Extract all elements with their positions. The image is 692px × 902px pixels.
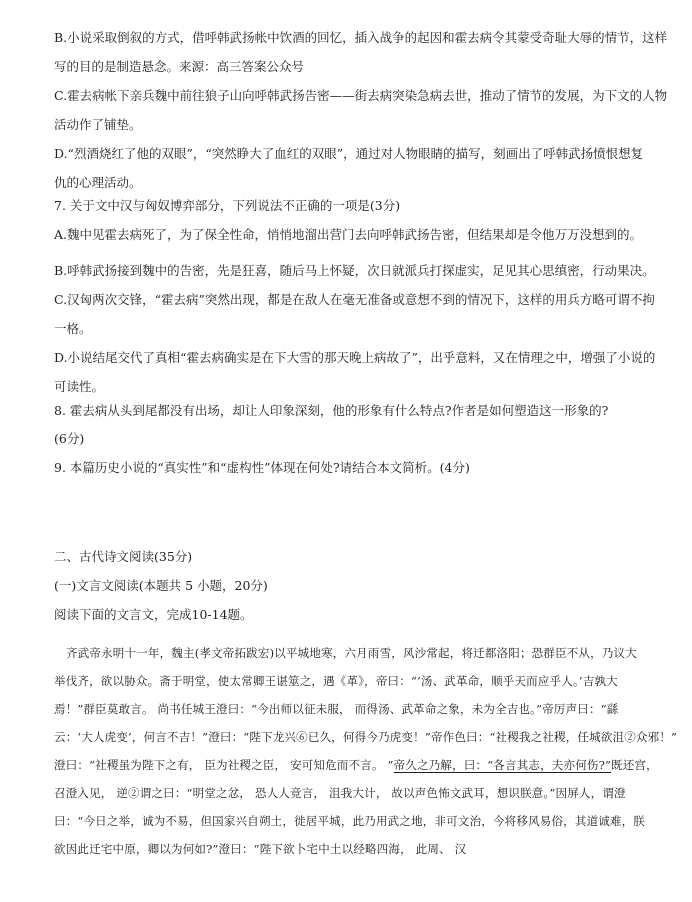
q7-option-c-line2: 一格。 [54,321,92,336]
q6-option-d-line1: D.“烈酒烧红了他的双眼”，“突然睁大了血红的双眼”，通过对人物眼睛的描写，刻画出了呼韩武扬愤恨想复 [54,146,644,161]
q7-option-d-line1: D.小说结尾交代了真相“霍去病确实是在下大雪的那天晚上病故了”，出乎意料，又在情理之中，增强了小说的 [54,350,656,365]
q6-option-c-line1: C.霍去病帐下亲兵魏中前往狼子山向呼韩武扬告密——街去病突染急病去世，推动了情节的发展，为下文的人物 [54,88,668,103]
q7-option-d-line2: 可读性。 [54,379,105,394]
q7-stem: 7. 关于文中汉与匈奴博弈部分，下列说法不正确的一项是(3分) [54,198,401,213]
classical-text-line6: 召澄入见， 逆②谓之曰：“明堂之忿， 恐人人竞言， 沮我大计， 故以声色怖文武耳，想识朕意。”因屏人，谓澄 [54,786,626,800]
q8-stem: 8. 霍去病从头到尾都没有出场，却让人印象深刻，他的形象有什么特点?作者是如何塑造这一形象的? [54,403,609,418]
q6-option-b-line2: 写的目的是制造悬念。来源：高三答案公众号 [54,59,305,74]
section-title: 二、古代诗文阅读(35分) [54,549,193,564]
classical-text-line5-end: 既还宫， [611,758,658,772]
classical-text-line7: 曰：“今日之举，诚为不易，但国家兴自朔土，徙居平城，此乃用武之地，非可文治，今将移风易俗，其道诚难，朕 [54,814,646,828]
classical-text-line4: 云：‘大人虎变’，何言不吉！”澄曰：“陛下龙兴⑥已久，何得今乃虎变！”帝作色曰：“社稷我之社稷，任城欲沮②众邪！” [54,730,678,744]
q8-score: (6分) [54,431,85,446]
q7-option-b: B.呼韩武扬接到魏中的告密，先是狂喜，随后马上怀疑，次日就派兵打探虚实，足见其心思缜密，行动果决。 [54,263,655,278]
classical-text-line8: 欲因此迁宅中原，卿以为何如?”澄曰：“陛下欲卜宅中土以经略四海， 此周、 汉 [54,842,467,856]
classical-text-line2: 举伐齐，欲以胁众。斋于明堂，使太常卿王谌筮之，遇《革》，帝曰：“‘汤、武革命，顺乎天而应乎人。’吉孰大 [54,674,618,688]
section-subtitle: (一)文言文阅读(本题共 5 小题，20分) [54,578,268,593]
q6-option-b-line1: B.小说采取倒叙的方式，借呼韩武扬帐中饮酒的回忆，插入战争的起因和霍去病令其蒙受奇耻大辱的情节，这样 [54,30,668,45]
underlined-sentence: 帝久之乃解，曰：“各言其志，夫亦何伤?” [393,758,612,772]
q6-option-c-line2: 活动作了铺垫。 [54,117,142,132]
q7-option-a: A.魏中见霍去病死了，为了保全性命，悄悄地溜出营门去向呼韩武扬告密，但结果却是令他万万没想到的。 [54,227,643,242]
classical-text-line5 [54,757,662,773]
q9-stem: 9. 本篇历史小说的“真实性”和“虚构性”体现在何处?请结合本文简析。(4分) [54,460,470,475]
classical-text-line1: 齐武帝永明十一年，魏主(孝文帝拓跋宏)以平城地寒，六月雨雪，风沙常起，将迁都洛阳；恐群臣不从，乃议大 [66,646,637,660]
section-instruction: 阅读下面的文言文，完成10-14题。 [54,607,253,622]
q7-option-c-line1: C.汉匈两次交锋，“霍去病”突然出现，都是在敌人在毫无准备或意想不到的情况下，这样的用兵方略可谓不拘 [54,292,655,307]
classical-text-line5-start: 澄曰：“社稷虽为陛下之有， 臣为社稷之臣， 安可知危而不言。 ” [54,758,394,772]
q6-option-d-line2: 仇的心理活动。 [54,175,142,190]
classical-text-line3: 焉！”群臣莫敢言。 尚书任城王澄曰：“今出师以征未服， 而得汤、武革命之象，未为全吉也。”帝厉声曰：“繇 [54,702,619,716]
